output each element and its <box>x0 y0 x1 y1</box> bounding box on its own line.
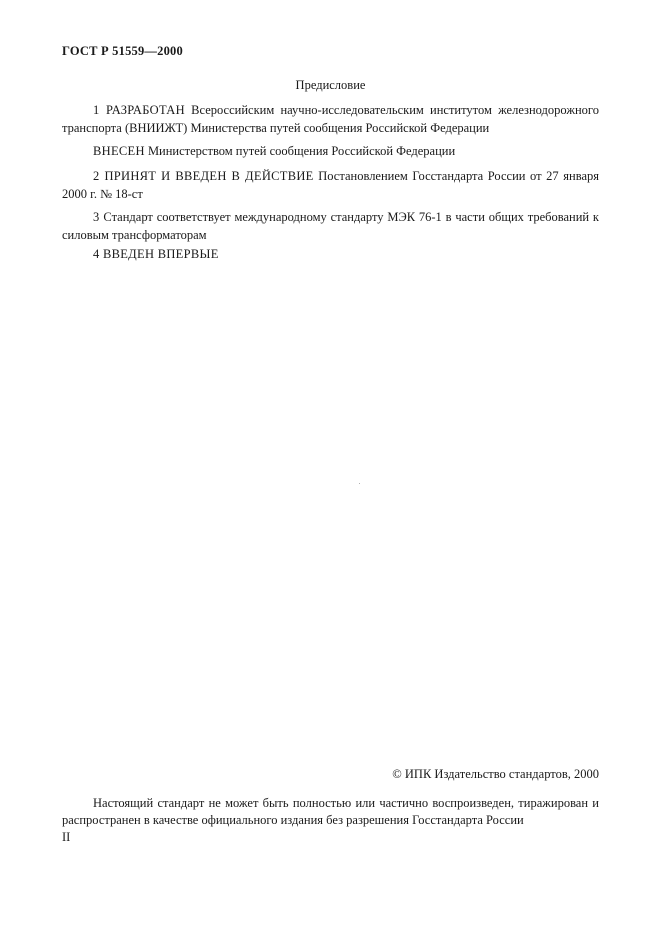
reproduction-notice: Настоящий стандарт не может быть полностью или частично воспроизведен, тиражирован и распространен в качестве официального издания без разрешения Госстандарта России <box>62 796 599 827</box>
document-code: ГОСТ Р 51559—2000 <box>62 44 183 58</box>
foreword-item-adopted <box>62 167 599 203</box>
item-text: Министерством путей сообщения Российской Федерации <box>144 144 456 158</box>
item-text: Постановлением Госстандарта России от 27 января 2000 г. № 18-ст <box>62 169 599 201</box>
foreword-item-compliance <box>62 208 599 244</box>
scan-speck <box>359 483 360 484</box>
item-text: Всероссийским научно-исследовательским институтом железнодорожного транспорта (ВНИИЖТ) Министерства путей сообщения Российской Федерации <box>62 103 599 135</box>
copyright-line: © ИПК Издательство стандартов, 2000 <box>392 767 599 781</box>
item-lead: 1 РАЗРАБОТАН <box>93 103 185 117</box>
foreword-item-developed <box>62 101 599 137</box>
item-lead: 4 ВВЕДЕН ВПЕРВЫЕ <box>93 247 219 261</box>
item-text: Стандарт соответствует международному стандарту МЭК 76-1 в части общих требований к силовым трансформаторам <box>62 210 599 242</box>
item-lead: 3 <box>93 210 100 224</box>
item-lead: ВНЕСЕН <box>93 144 145 158</box>
page-number: II <box>62 830 71 844</box>
foreword-item-submitted <box>62 142 599 160</box>
foreword-item-introduced-first <box>62 245 599 263</box>
foreword-title: Предисловие <box>295 78 366 92</box>
item-lead: 2 ПРИНЯТ И ВВЕДЕН В ДЕЙСТВИЕ <box>93 169 314 183</box>
